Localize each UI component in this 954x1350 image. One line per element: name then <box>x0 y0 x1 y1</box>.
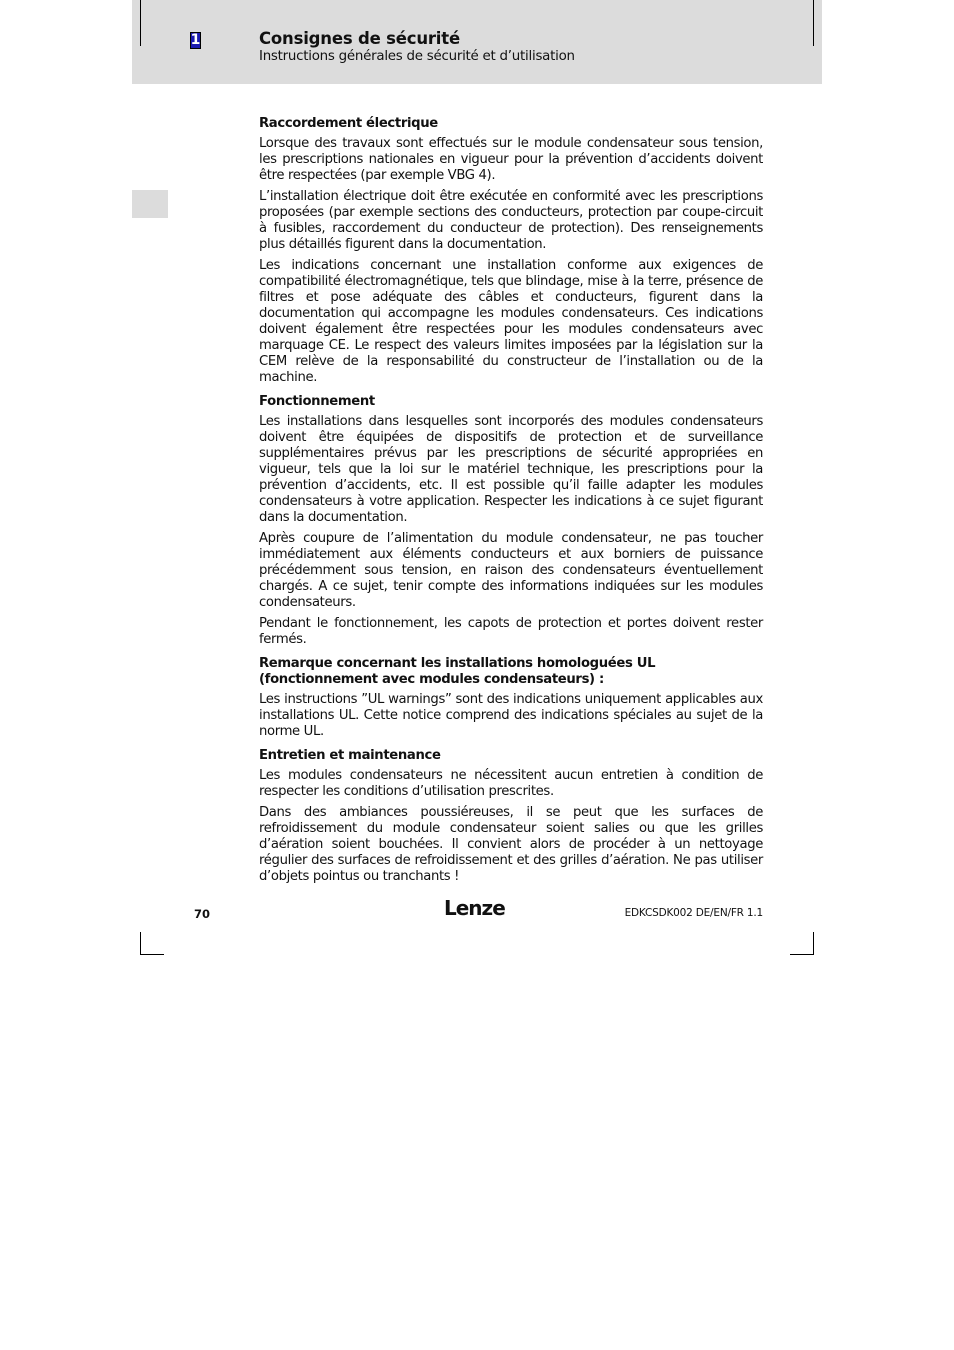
section-heading: Remarque concernant les installations homologuées UL (fonctionnement avec modules condensateurs) : <box>259 656 656 687</box>
chapter-number-badge: 1 <box>190 32 201 48</box>
page-subtitle: Instructions générales de sécurité et d’utilisation <box>259 49 575 64</box>
chapter-side-tab <box>132 190 168 218</box>
body-content <box>259 116 763 890</box>
paragraph: Les instructions ”UL warnings” sont des indications uniquement applicables aux installations UL. Cette notice comprend des indications spéciales au sujet de la norme UL. <box>259 692 763 739</box>
crop-mark-bottom-right-h <box>790 954 814 955</box>
paragraph: Pendant le fonctionnement, les capots de protection et portes doivent rester fermés. <box>259 616 763 647</box>
crop-mark-bottom-left-h <box>140 954 164 955</box>
crop-mark-bottom-left-v <box>140 932 141 955</box>
section-ul-note <box>259 656 763 740</box>
section-heading: Raccordement électrique <box>259 116 438 131</box>
crop-mark-top-right <box>813 0 814 46</box>
paragraph: Après coupure de l’alimentation du module condensateur, ne pas toucher immédiatement aux éléments conducteurs et aux borniers de puissance précédemment sous tension, en raison des condensateurs éventuellement chargés. A ce sujet, tenir compte des informations indiquées sur les modules condensateurs. <box>259 531 763 610</box>
paragraph: Les modules condensateurs ne nécessitent aucun entretien à condition de respecter les conditions d’utilisation prescrites. <box>259 768 763 799</box>
crop-mark-bottom-right-v <box>813 932 814 955</box>
paragraph: L’installation électrique doit être exécutée en conformité avec les prescriptions proposées (par exemple sections des conducteurs, protection par coupe‑circuit à fusibles, raccordement du conducteur de protection). Des renseignements plus détaillés figurent dans la documentation. <box>259 189 763 252</box>
header-band <box>132 0 822 84</box>
section-heading: Fonctionnement <box>259 394 375 409</box>
page-title: Consignes de sécurité <box>259 29 460 48</box>
page-number: 70 <box>194 907 211 921</box>
document-code: EDKCSDK002 DE/EN/FR 1.1 <box>624 907 763 919</box>
paragraph: Les indications concernant une installation conforme aux exigences de compatibilité électromagnétique, tels que blindage, mise à la terre, présence de filtres et pose adéquate des câbles et conducteurs, figurent dans la documentation qui accompagne les modules condensateurs. Ces indications doivent également être respectées pour les modules condensateurs avec marquage CE. Le respect des valeurs limites imposées par la législation sur la CEM relève de la responsabilité du constructeur de l’installation ou de la machine. <box>259 258 763 385</box>
section-heading: Entretien et maintenance <box>259 748 441 763</box>
section-maintenance <box>259 748 763 885</box>
section-operation <box>259 394 763 648</box>
section-electrical-connection <box>259 116 763 386</box>
crop-mark-top-left <box>140 0 141 46</box>
paragraph: Les installations dans lesquelles sont incorporés des modules condensateurs doivent être équipées de dispositifs de protection et de surveillance supplémentaires prévus par les prescriptions de sécurité appropriées en vigueur, tels que la loi sur le matériel technique, les prescriptions pour la prévention d’accidents, etc. Il est possible qu’il faille adapter les modules condensateurs à votre application. Respecter les indications à ce sujet figurant dans la documentation. <box>259 414 763 525</box>
paragraph: Lorsque des travaux sont effectués sur le module condensateur sous tension, les prescriptions nationales en vigueur pour la prévention d’accidents doivent être respectées (par exemple VBG 4). <box>259 136 763 183</box>
paragraph: Dans des ambiances poussiéreuses, il se peut que les surfaces de refroidissement du module condensateur soient salies ou que les grilles d’aération soient bouchées. Il convient alors de procéder à un nettoyage régulier des surfaces de refroidissement et des grilles d’aération. Ne pas utiliser d’objets pointus ou tranchants ! <box>259 805 763 884</box>
lenze-logo: Lenze <box>444 896 505 920</box>
